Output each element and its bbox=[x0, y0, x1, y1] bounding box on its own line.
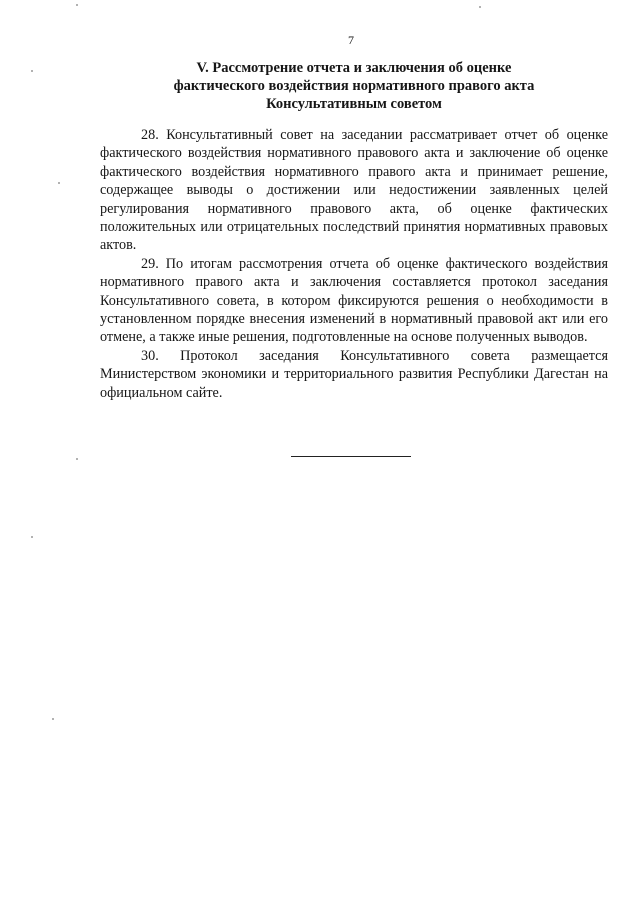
body-text bbox=[100, 126, 608, 402]
section-title bbox=[100, 59, 608, 113]
scan-speck bbox=[76, 458, 78, 460]
scan-speck bbox=[31, 536, 33, 538]
section-title-line: фактического воздействия нормативного правого акта bbox=[173, 78, 535, 94]
paragraph-28: 28. Консультативный совет на заседании рассматривает отчет об оценке фактического воздействия нормативного правового акта и заключение об оценке фактического воздействия нормативного правого акта и принимает решение, содержащее выводы о достижении или недостижении заявленных целей регулирования нормативного правового акта, об оценке фактических положительных или отрицательных последствий принятия нормативных правовых актов. bbox=[100, 127, 608, 254]
section-title-line: V. Рассмотрение отчета и заключения об оценке bbox=[196, 60, 512, 76]
paragraph-30: 30. Протокол заседания Консультативного совета размещается Министерством экономики и территориального развития Республики Дагестан на официальном сайте. bbox=[100, 347, 608, 401]
scan-speck bbox=[31, 70, 33, 72]
scan-speck bbox=[58, 182, 60, 184]
end-divider bbox=[291, 456, 411, 457]
scan-speck bbox=[479, 6, 481, 8]
paragraph-29: 29. По итогам рассмотрения отчета об оценке фактического воздействия нормативного правого акта и заключения составляется протокол заседания Консультативного совета, в котором фиксируются решения о необходимости в установленном порядке внесения изменений в нормативный правовой акт или его отмене, а также иные решения, подготовленные на основе полученных выводов. bbox=[100, 255, 608, 346]
page-number: 7 bbox=[348, 33, 354, 47]
scan-speck bbox=[52, 718, 54, 720]
section-title-line: Консультативным советом bbox=[266, 96, 442, 112]
scan-speck bbox=[76, 4, 78, 6]
